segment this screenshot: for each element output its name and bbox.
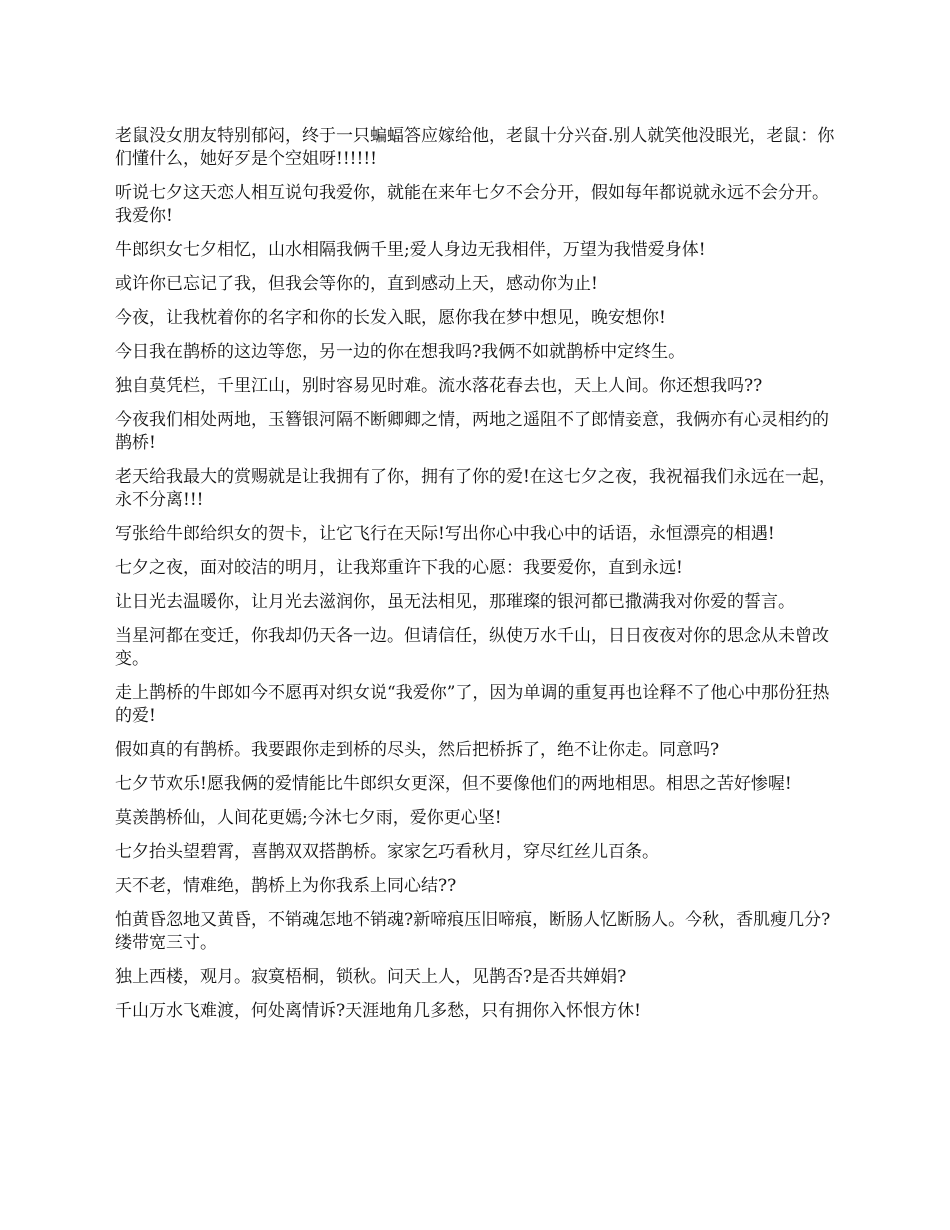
paragraph: 怕黄昏忽地又黄昏，不销魂怎地不销魂?新啼痕压旧啼痕，断肠人忆断肠人。今秋，香肌瘦几分?缕带宽三寸。 (115, 910, 831, 953)
paragraph: 今日我在鹊桥的这边等您，另一边的你在想我吗?我俩不如就鹊桥中定终生。 (115, 342, 686, 362)
paragraph: 独自莫凭栏，千里江山，别时容易见时难。流水落花春去也，天上人间。你还想我吗?? (115, 376, 763, 396)
paragraph: 牛郎织女七夕相忆，山水相隔我俩千里;爱人身边无我相伴，万望为我惜爱身体! (115, 240, 706, 260)
paragraph: 独上西楼，观月。寂寞梧桐，锁秋。问天上人，见鹊否?是否共婵娟? (115, 967, 627, 987)
paragraph: 七夕抬头望碧霄，喜鹊双双搭鹊桥。家家乞巧看秋月，穿尽红丝儿百条。 (115, 842, 659, 862)
paragraph: 走上鹊桥的牛郎如今不愿再对织女说“我爱你”了，因为单调的重复再也诠释不了他心中那份狂热的爱! (115, 683, 830, 726)
paragraph: 七夕节欢乐!愿我俩的爱情能比牛郎织女更深，但不要像他们的两地相思。相思之苦好惨喔! (115, 774, 792, 794)
paragraph: 让日光去温暖你，让月光去滋润你，虽无法相见，那璀璨的银河都已撒满我对你爱的誓言。 (115, 592, 795, 612)
paragraph: 老鼠没女朋友特别郁闷，终于一只蝙蝠答应嫁给他，老鼠十分兴奋.别人就笑他没眼光，老鼠：你们懂什么，她好歹是个空姐呀!!!!!! (115, 126, 835, 169)
paragraph: 莫羡鹊桥仙，人间花更嫣;今沐七夕雨，爱你更心坚! (115, 808, 502, 828)
paragraph: 今夜，让我枕着你的名字和你的长发入眠，愿你我在梦中想见，晚安想你! (115, 308, 666, 328)
paragraph: 或许你已忘记了我，但我会等你的，直到感动上天，感动你为止! (115, 274, 598, 294)
paragraph: 老天给我最大的赏赐就是让我拥有了你，拥有了你的爱!在这七夕之夜，我祝福我们永远在一起，永不分离!!! (115, 467, 836, 510)
paragraph: 假如真的有鹊桥。我要跟你走到桥的尽头，然后把桥拆了，绝不让你走。同意吗? (115, 740, 720, 760)
paragraph: 当星河都在变迁，你我却仍天各一边。但请信任，纵使万水千山，日日夜夜对你的思念从未曾改变。 (115, 626, 829, 669)
paragraph: 天不老，情难绝，鹊桥上为你我系上同心结?? (115, 876, 457, 896)
paragraph: 七夕之夜，面对皎洁的明月，让我郑重许下我的心愿：我要爱你，直到永远! (115, 558, 683, 578)
paragraph: 今夜我们相处两地，玉簪银河隔不断卿卿之情，两地之遥阻不了郎情妾意，我俩亦有心灵相约的鹊桥! (115, 410, 829, 453)
document-body (115, 125, 840, 1034)
paragraph: 听说七夕这天恋人相互说句我爱你，就能在来年七夕不会分开，假如每年都说就永远不会分开。我爱你! (115, 183, 829, 226)
paragraph: 写张给牛郎给织女的贺卡，让它飞行在天际!写出你心中我心中的话语，永恒漂亮的相遇! (115, 524, 775, 544)
paragraph: 千山万水飞难渡，何处离情诉?天涯地角几多愁，只有拥你入怀恨方休! (115, 1001, 641, 1021)
